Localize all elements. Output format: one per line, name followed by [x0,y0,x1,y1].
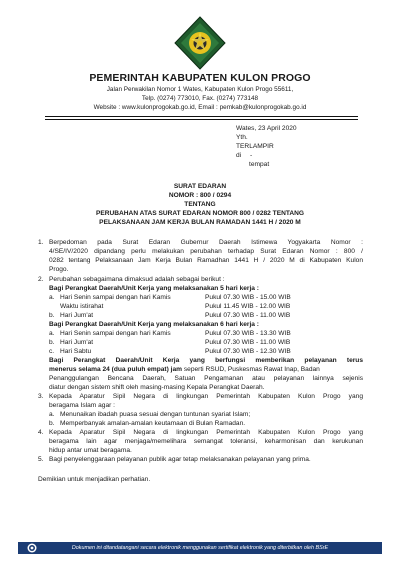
item-3-line2: beragama Islam agar : [49,402,115,409]
five-day-a-text: Hari Senin sampai dengan hari Kamis [60,294,171,301]
circular-tentang: TENTANG [184,201,216,208]
agency-phone: Telp. (0274) 773010, Fax. (0274) 773148 [141,95,259,102]
item-2-number: 2. [38,276,44,283]
item-5-text: Bagi penyelenggaraan pelayanan publik agar tetap melaksanakan pelayanan yang prima. [49,456,311,463]
five-day-b-label: b. [49,312,55,319]
item-3b-label: b. [49,420,55,427]
six-day-c-text: Hari Sabtu [60,348,92,355]
continuous-service-examples: seperti RSUD, Puskesmas Rawat Inap, Badan [183,366,320,373]
circular-number: NOMOR : 800 / 0294 [168,192,232,199]
five-day-b-time: Pukul 07.30 WIB - 11.00 WIB [205,312,291,319]
item-3b-text: Memperbanyak amalan-amalan keutamaan di Bulan Ramadan. [60,420,246,427]
six-day-b-label: b. [49,339,55,346]
item-1-line4: Progo. [49,266,69,273]
circular-subject-line2: PELAKSANAAN JAM KERJA BULAN RAMADAN 1441 H / 2020 M [99,219,301,226]
item-1-line1: Berpedoman pada Surat Edaran Gubernur Daerah Istimewa Yogyakarta Nomor : [49,239,363,246]
six-day-b-text: Hari Jum'at [60,339,94,346]
kulon-progo-crest-logo [174,16,226,70]
letter-date: Wates, 23 April 2020 [236,125,297,132]
agency-address: Jalan Perwakilan Nomor 1 Wates, Kabupaten Kulon Progo 55611, [106,86,294,93]
item-1-number: 1. [38,239,44,246]
continuous-service-line2 [49,366,320,374]
item-5-number: 5. [38,456,44,463]
recipient-dash: - [250,152,253,159]
continuous-service-line1: Bagi Perangkat Daerah/Unit Kerja yang berfungsi memberikan pelayanan terus [49,357,363,364]
six-day-a-time: Pukul 07.30 WIB - 13.30 WIB [205,330,291,337]
recipient-di: di [236,152,242,159]
five-day-a-time: Pukul 07.30 WIB - 15.00 WIB [205,294,291,301]
e-signature-footer [18,542,382,554]
five-day-heading: Bagi Perangkat Daerah/Unit Kerja yang melaksanakan 5 hari kerja : [49,285,259,292]
closing-statement: Demikian untuk menjadikan perhatian. [38,476,151,483]
item-2-intro: Perubahan sebagaimana dimaksud adalah sebagai berikut : [49,276,225,283]
recipient-yth: Yth. [236,134,248,141]
five-day-b-text: Hari Jum'at [60,312,94,319]
continuous-service-emphasis: menerus selama 24 (dua puluh empat) jam [49,366,183,373]
letterhead-rule-thin [45,119,358,120]
five-day-rest-time: Pukul 11.45 WIB - 12.00 WIB [205,303,291,310]
bsre-seal-icon [27,543,37,553]
five-day-a-label: a. [49,294,55,301]
item-3a-label: a. [49,411,55,418]
agency-website: Website : www.kulonprogokab.go.id, Email : pemkab@kulonprogokab.go.id [93,104,307,111]
item-4-number: 4. [38,429,44,436]
six-day-c-label: c. [49,348,55,355]
continuous-service-line3: Penanggulangan Bencana Daerah, Satuan Pengamanan atau pelayanan lainnya sejenis [49,375,363,382]
item-3-line1: Kepada Aparatur Sipil Negara di lingkungan Pemerintah Kabupaten Kulon Progo yang [49,393,363,400]
item-4-line3: hidup antar umat beragama. [49,447,132,454]
item-3a-text: Menunaikan ibadah puasa sesuai dengan tuntunan syariat Islam; [60,411,251,418]
circular-subject-line1: PERUBAHAN ATAS SURAT EDARAN NOMOR 800 / 0282 TENTANG [95,210,305,217]
agency-title: PEMERINTAH KABUPATEN KULON PROGO [89,72,311,84]
circular-heading: SURAT EDARAN [173,183,227,190]
six-day-heading: Bagi Perangkat Daerah/Unit Kerja yang melaksanakan 6 hari kerja : [49,321,259,328]
six-day-c-time: Pukul 07.30 WIB - 12.30 WIB [205,348,291,355]
five-day-rest-text: Waktu istirahat [60,303,104,310]
six-day-a-text: Hari Senin sampai dengan hari Kamis [60,330,171,337]
continuous-service-line4: diatur dengan sistem shift oleh masing-masing Kepala Perangkat Daerah. [49,384,265,391]
recipient-place: tempat [249,161,270,168]
item-1-line3: 0282 tentang Pelaksanaan Jam Kerja Bulan Ramadhan 1441 H / 2020 M di Kabupaten Kulon [49,257,363,264]
footer-text: Dokumen ini ditandatangani secara elektronik menggunakan sertifikat elektronik yang diterbitkan oleh BSrE [71,545,329,551]
item-4-line1: Kepada Aparatur Sipil Negara di lingkungan Pemerintah Kabupaten Kulon Progo yang [49,429,363,436]
item-4-line2: beragama lain agar menjaga/memelihara semangat toleransi, keharmonisan dan kerukunan [49,438,363,445]
recipient-name: TERLAMPIR [236,143,274,150]
six-day-a-label: a. [49,330,55,337]
item-3-number: 3. [38,393,44,400]
six-day-b-time: Pukul 07.30 WIB - 11.00 WIB [205,339,291,346]
letterhead-rule-thick [45,116,358,117]
item-1-line2: 4/SE/IV/2020 dipandang perlu melakukan perubahan terhadap Surat Edaran Nomor : 800 / [49,248,363,255]
